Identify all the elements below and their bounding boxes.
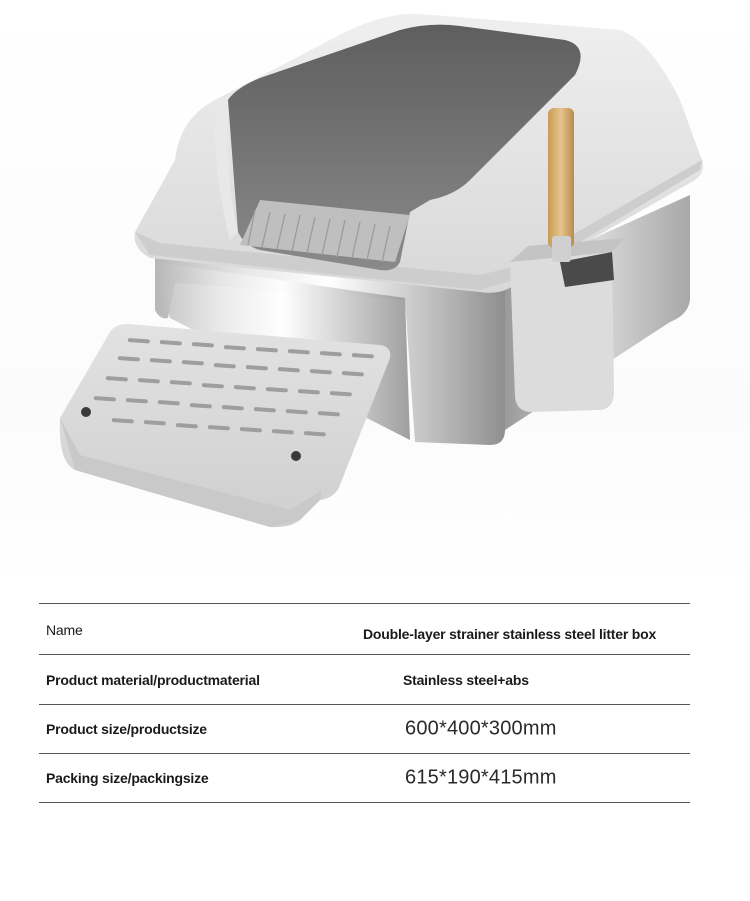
spec-value: 615*190*415mm — [405, 766, 557, 789]
spec-row-name — [39, 604, 690, 655]
spec-row-product-size — [39, 705, 690, 754]
spec-row-packing-size — [39, 754, 690, 803]
spec-label: Packing size/packingsize — [46, 770, 209, 786]
spec-value: Stainless steel+abs — [403, 671, 529, 688]
spec-label: Name — [46, 622, 83, 638]
spec-value: 600*400*300mm — [405, 717, 557, 740]
spec-label: Product material/productmaterial — [46, 671, 260, 688]
spec-table — [39, 603, 690, 803]
spec-value: Double-layer strainer stainless steel litter box — [363, 626, 657, 642]
spec-row-material — [39, 655, 690, 705]
spec-label: Product size/productsize — [46, 721, 207, 737]
